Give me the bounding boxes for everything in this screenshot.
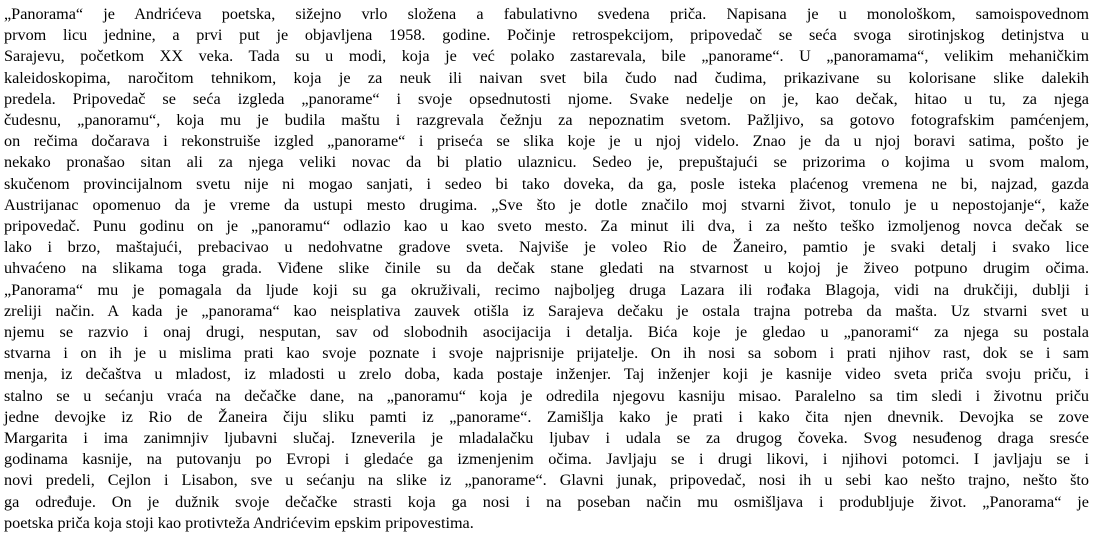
text-line: „Panorama“ je Andrićeva poetska, sižejno vrlo složena a fabulativno svedena priča. Napisana je u monološkom, samoispovednom: [4, 5, 1089, 23]
text-line: čudesnu, „panoramu“, koja mu je budila maštu i razgrevala čežnju za nepoznatim svetom. Pažljivo, sa gotovo fotografskim pamćenjem,: [4, 111, 1089, 130]
text-line: stvarna i on ih je u mislima prati kao svoje poznate i svoje najprisnije prijatelje. On ih nosi sa sobom i prati njihov rast, dok se i sam: [4, 344, 1089, 363]
text-line: poetska priča koja stoji kao protivteža Andrićevim epskim pripovestima.: [4, 513, 474, 532]
document-paragraph: [4, 4, 1089, 534]
text-line: stalno se u sećanju vraća na dečačke dane, na „panoramu“ koja je odredila njegovu kasniju misao. Paralelno sa tim sledi i životnu priču: [4, 386, 1089, 405]
text-line: Austrijanac opomenuo da je vreme da ustupi mesto drugima. „Sve što je dotle značilo moj stvarni život, tonulo je u nepostojanje“, kaže: [4, 195, 1089, 214]
text-line: skučenom provincijalnom svetu nije ni mogao sanjati, i sedeo bi tako doveka, da ga, posle isteka plaćenog vremena ne bi, najzad, gazda: [4, 174, 1089, 193]
text-line: predela. Pripovedač se seća izgleda „panorame“ i svoje opsednutosti njome. Svake nedelje on je, kao dečak, hitao u tu, za njega: [4, 89, 1089, 108]
text-line: nekako pronašao sitan ali za njega veliki novac da bi platio ulaznicu. Sedeo je, prepuštajući se prizorima o kojima u svom malom,: [4, 153, 1089, 172]
text-line: uhvaćeno na slikama toga grada. Viđene slike činile su da dečak stane gledati na stvarnost u kojoj je živeo potpuno drugim očima.: [4, 259, 1089, 278]
text-line: Sarajevu, početkom XX veka. Tada su u modi, koja je već polako zastarevala, bile „panorame“. U „panoramama“, velikim mehaničkim: [4, 47, 1089, 66]
text-line: kaleidoskopima, naročitom tehnikom, koja je za neuk ili naivan svet bila čudo nad čudima, prikazivane su kolorisane slike dalekih: [4, 68, 1089, 87]
text-line: menja, iz dečaštva u mladost, iz mladosti u zrelo doba, kada postaje inženjer. Taj inženjer koji je kasnije video sveta priča svoju priču, i: [4, 365, 1089, 384]
text-line: ga određuje. On je dužnik svoje dečačke strasti koja ga nosi i na poseban način mu osmišljava i produbljuje život. „Panorama“ je: [4, 492, 1089, 511]
text-line: lako i brzo, maštajući, prebacivao u nedohvatne gradove sveta. Najviše je voleo Rio de Žaneiro, pamtio je svaki detalj i svako lice: [4, 238, 1089, 257]
text-line: prvom licu jednine, a prvi put je objavljena 1958. godine. Počinje retrospekcijom, pripovedač se seća svoga sirotinjskog detinjstva u: [4, 26, 1089, 45]
text-line: jedne devojke iz Rio de Žaneira čiju sliku pamti iz „panorame“. Zamišlja kako je prati i kako čita njen dnevnik. Devojka se zove: [4, 407, 1089, 426]
text-line: Margarita i ima zanimnjiv ljubavni slučaj. Izneverila je mladalačku ljubav i udala se za drugog čoveka. Svog nesuđenog draga sresće: [4, 429, 1089, 448]
text-line: njemu se razvio i onaj drugi, nesputan, sav od slobodnih asocijacija i detalja. Bića koje je gledao u „panorami“ za njega su postala: [4, 323, 1089, 342]
text-line: on rečima dočarava i rekonstruiše izgled „panorame“ i priseća se slika koje je u njoj videlo. Znao je da u njoj boravi satima, pošto je: [4, 132, 1089, 151]
text-line: zreliji način. A kada je „panorama“ kao neisplativa zauvek otišla iz Sarajeva dečaku je ostala trajna potreba da mašta. Uz stvarni svet u: [4, 301, 1089, 320]
text-line: pripovedač. Punu godinu on je „panoramu“ odlazio kao u kao sveto mesto. Za minut ili dva, i za nešto teško izmoljenog novca dečak se: [4, 217, 1089, 236]
text-line: godinama kasnije, na putovanju po Evropi i gledaće ga izmenjenim očima. Javljaju se i drugi likovi, i njihovi potomci. I javljaju se i: [4, 450, 1089, 469]
text-line: „Panorama“ mu je pomagala da ljude koji su ga okruživali, recimo najboljeg druga Lazara ili rođaka Blagoja, vidi na drukčiji, dublji i: [4, 280, 1089, 299]
text-line: novi predeli, Cejlon i Lisabon, sve u sećanju na slike iz „panorame“. Glavni junak, pripovedač, nosi ih u sebi kao nešto trajno, nešto što: [4, 471, 1089, 490]
